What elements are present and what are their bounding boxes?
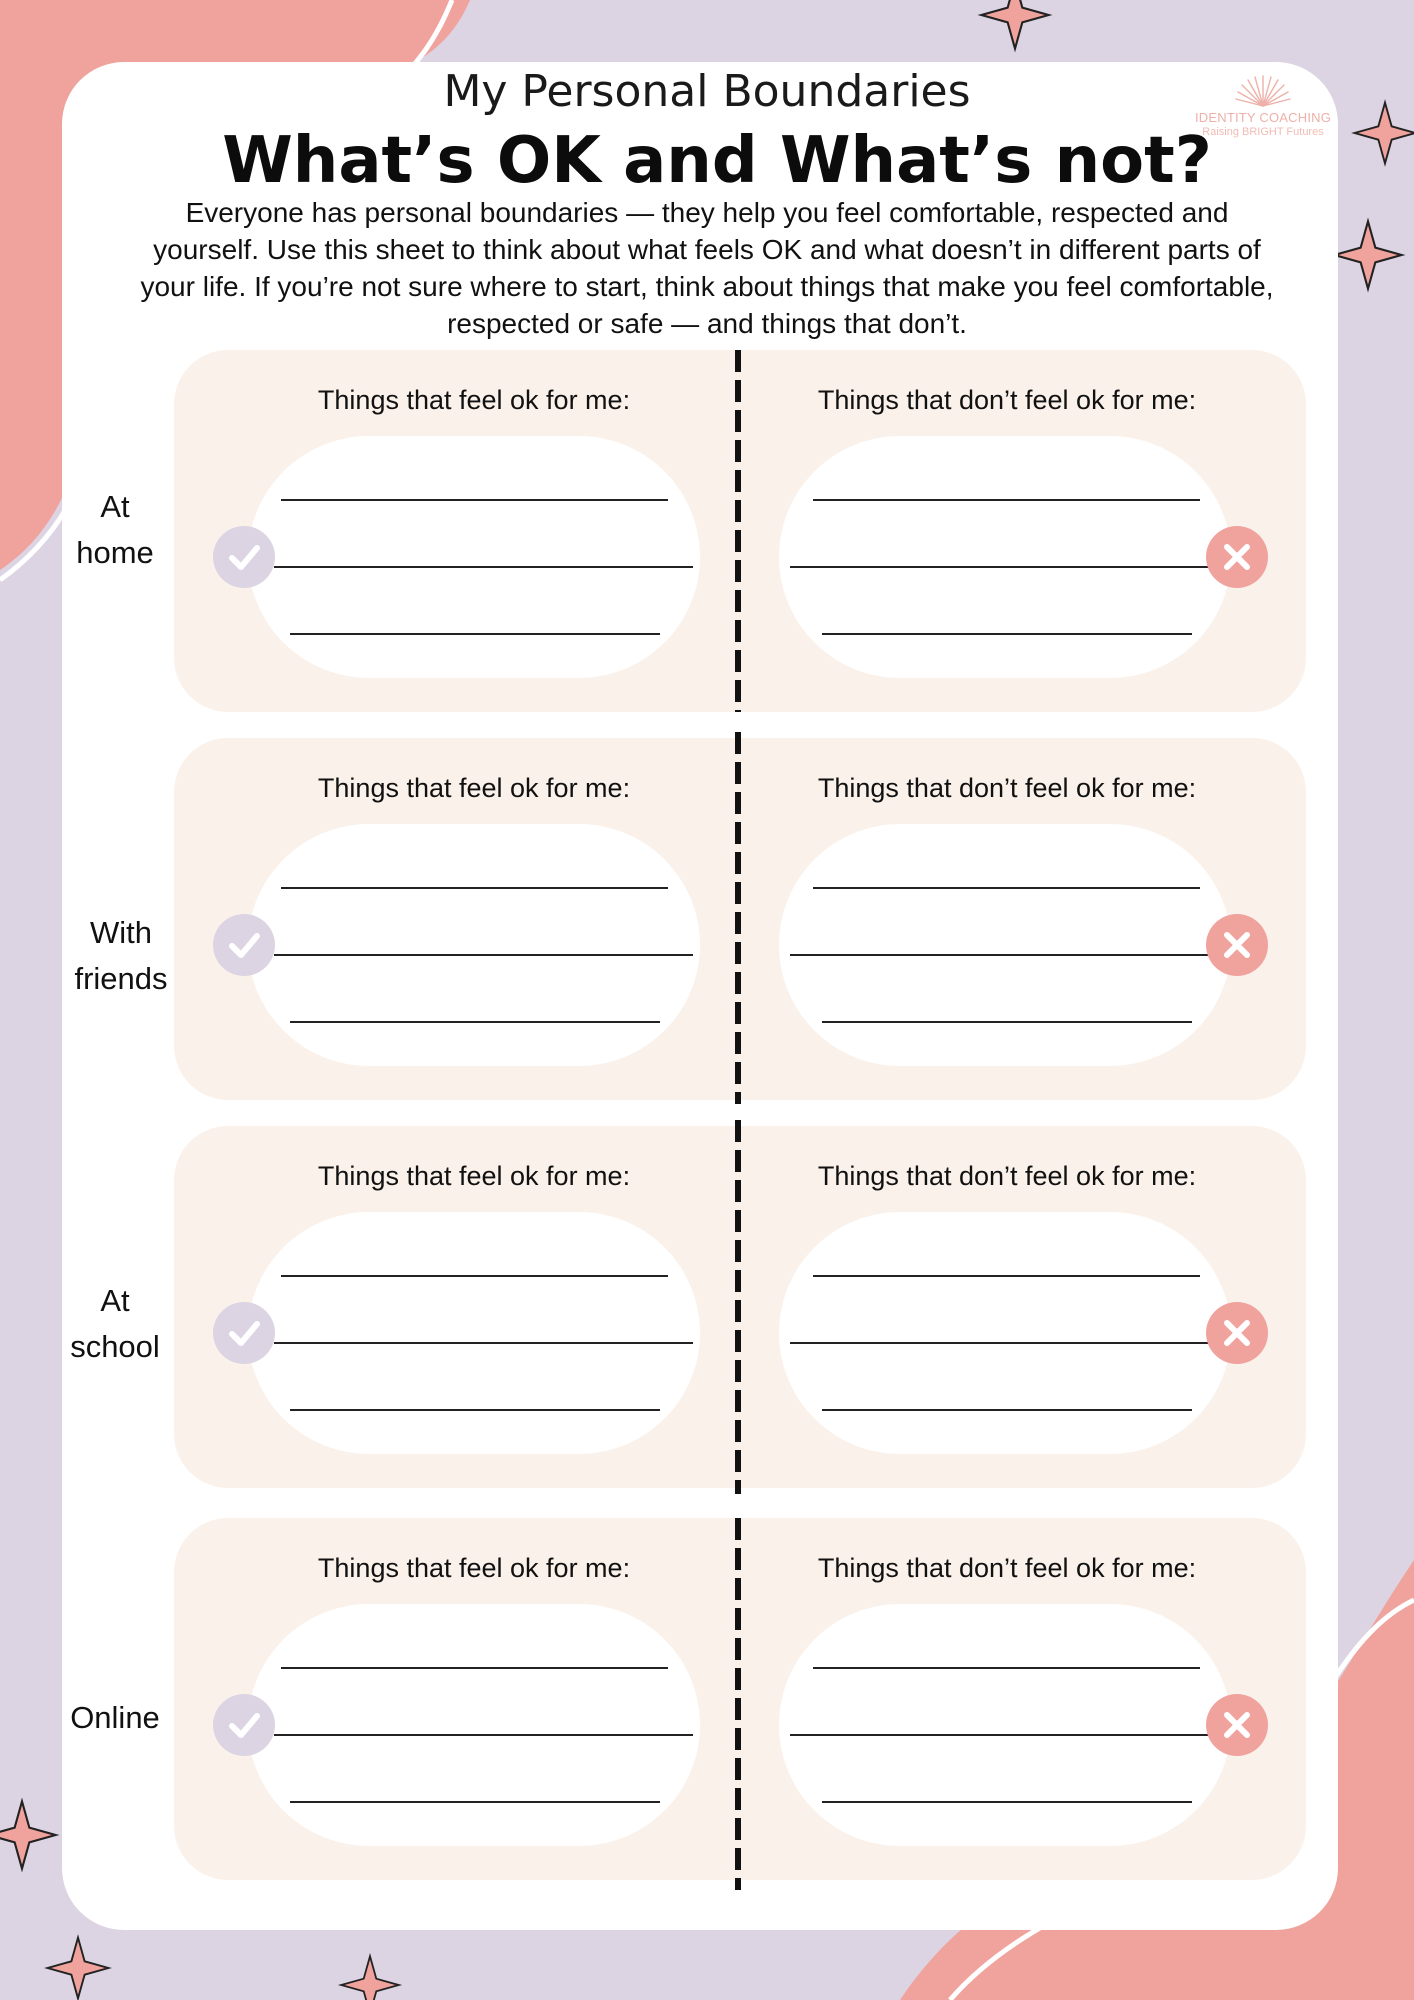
cross-icon: [1217, 1313, 1257, 1353]
ok-answer-line-3[interactable]: [290, 633, 660, 635]
not-ok-answer-line-2[interactable]: [790, 1342, 1210, 1344]
not-ok-answer-line-3[interactable]: [822, 1801, 1192, 1803]
sunburst-logo-icon: [1233, 74, 1293, 108]
section-divider: [735, 350, 741, 712]
ok-column-heading: Things that feel ok for me:: [317, 1161, 631, 1191]
row-label-friends: [62, 910, 180, 1002]
ok-answer-line-2[interactable]: [274, 954, 693, 956]
ok-answer-bubble: [248, 1604, 700, 1846]
not-ok-column-heading: Things that don’t feel ok for me:: [817, 385, 1197, 415]
ok-answer-line-3[interactable]: [290, 1801, 660, 1803]
ok-column-heading: Things that feel ok for me:: [317, 1553, 631, 1583]
ok-column-heading: Things that feel ok for me:: [317, 385, 631, 415]
ok-badge: [213, 1302, 275, 1364]
ok-column-heading: Things that feel ok for me:: [317, 773, 631, 803]
row-label-line: Online: [70, 1700, 160, 1735]
ok-answer-line-1[interactable]: [281, 499, 668, 501]
not-ok-answer-line-2[interactable]: [790, 1734, 1210, 1736]
not-ok-answer-line-1[interactable]: [813, 499, 1200, 501]
check-icon: [224, 537, 264, 577]
ok-badge: [213, 1694, 275, 1756]
not-ok-badge: [1206, 914, 1268, 976]
section-divider: [735, 732, 741, 1104]
not-ok-answer-line-3[interactable]: [822, 633, 1192, 635]
check-icon: [224, 1705, 264, 1745]
intro-text: Everyone has personal boundaries — they help you feel comfortable, respected and yourself. Use this sheet to think about what feels OK and what doesn’t in different parts of your life. If you’re not sure where to start, think about things that make you feel comfortable, respected or safe — and things that don’t.: [140, 197, 1274, 339]
section-divider: [735, 1518, 741, 1890]
ok-answer-bubble: [248, 436, 700, 678]
not-ok-answer-line-3[interactable]: [822, 1409, 1192, 1411]
row-label-line: friends: [74, 961, 168, 996]
ok-answer-line-2[interactable]: [274, 1342, 693, 1344]
not-ok-column-heading: Things that don’t feel ok for me:: [817, 773, 1197, 803]
ok-answer-bubble: [248, 1212, 700, 1454]
row-label-online: [62, 1695, 168, 1741]
ok-answer-line-1[interactable]: [281, 1275, 668, 1277]
section-divider: [735, 1120, 741, 1494]
not-ok-badge: [1206, 1302, 1268, 1364]
logo-tagline: Raising BRIGHT Futures: [1202, 126, 1324, 138]
ok-answer-line-1[interactable]: [281, 1667, 668, 1669]
ok-answer-line-2[interactable]: [274, 1734, 693, 1736]
not-ok-badge: [1206, 526, 1268, 588]
page-title: What’s OK and What’s not?: [222, 124, 1212, 198]
not-ok-answer-line-1[interactable]: [813, 1275, 1200, 1277]
ok-answer-line-2[interactable]: [274, 566, 693, 568]
row-label-school: [62, 1278, 168, 1370]
ok-badge: [213, 526, 275, 588]
cross-icon: [1217, 925, 1257, 965]
not-ok-column-heading: Things that don’t feel ok for me:: [817, 1161, 1197, 1191]
cross-icon: [1217, 1705, 1257, 1745]
cross-icon: [1217, 537, 1257, 577]
logo-name: IDENTITY COACHING: [1194, 110, 1332, 125]
ok-answer-line-3[interactable]: [290, 1021, 660, 1023]
not-ok-answer-line-1[interactable]: [813, 887, 1200, 889]
ok-answer-bubble: [248, 824, 700, 1066]
not-ok-answer-line-2[interactable]: [790, 566, 1210, 568]
ok-answer-line-3[interactable]: [290, 1409, 660, 1411]
check-icon: [224, 1313, 264, 1353]
row-label-line: At: [100, 489, 130, 524]
not-ok-answer-bubble: [779, 824, 1231, 1066]
ok-answer-line-1[interactable]: [281, 887, 668, 889]
page-subtitle: My Personal Boundaries: [443, 66, 971, 117]
ok-badge: [213, 914, 275, 976]
not-ok-answer-bubble: [779, 1212, 1231, 1454]
row-label-home: [62, 484, 168, 576]
not-ok-column-heading: Things that don’t feel ok for me:: [817, 1553, 1197, 1583]
row-label-line: With: [90, 915, 152, 950]
row-label-line: home: [76, 535, 154, 570]
logo: [1188, 74, 1338, 158]
row-label-line: school: [70, 1329, 160, 1364]
not-ok-badge: [1206, 1694, 1268, 1756]
not-ok-answer-bubble: [779, 436, 1231, 678]
not-ok-answer-line-2[interactable]: [790, 954, 1210, 956]
row-label-line: At: [100, 1283, 130, 1318]
check-icon: [224, 925, 264, 965]
not-ok-answer-line-3[interactable]: [822, 1021, 1192, 1023]
not-ok-answer-bubble: [779, 1604, 1231, 1846]
not-ok-answer-line-1[interactable]: [813, 1667, 1200, 1669]
